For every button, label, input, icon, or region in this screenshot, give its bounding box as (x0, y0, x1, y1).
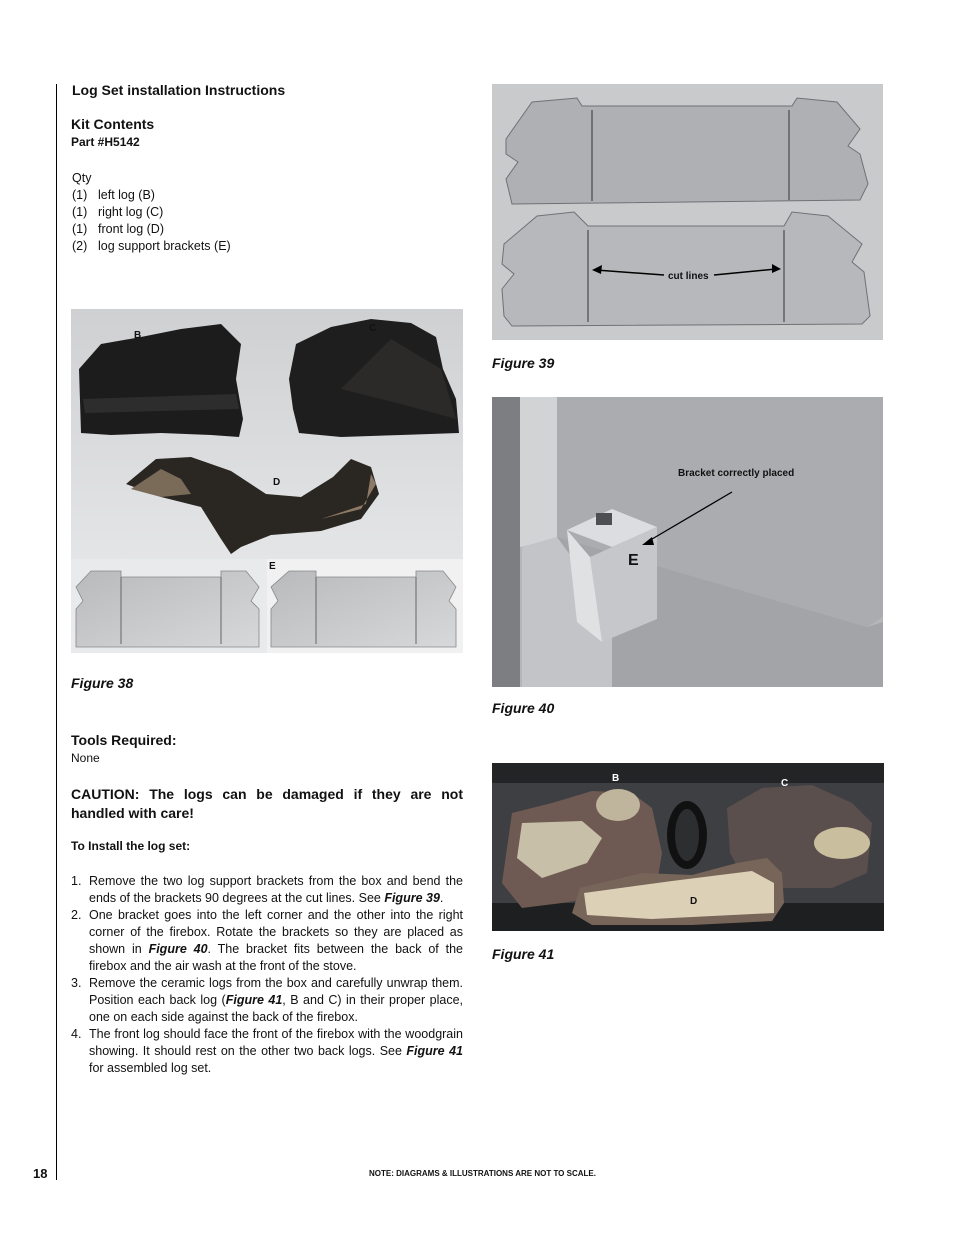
list-item: 2. One bracket goes into the left corner and the other into the right corner of the firebox. Rotate the brackets so they are placed as shown in Figure 40. The bracket fits between the back of the firebox and the air wash at the front of the stove. (71, 908, 463, 973)
figure-39-photo (492, 84, 883, 340)
list-item: 3. Remove the ceramic logs from the box and carefully unwrap them. Position each back log (Figure 41, B and C) in their proper place, one on each side against the back of the firebox. (71, 976, 463, 1024)
figure-41-caption: Figure 41 (492, 946, 555, 962)
install-steps (71, 873, 463, 1077)
fig41-label-d: D (690, 896, 698, 907)
fig41-label-c: C (781, 778, 789, 789)
list-item: (1) front log (D) (72, 222, 164, 236)
kit-contents-heading: Kit Contents (71, 116, 155, 132)
label-d: D (273, 477, 281, 488)
label-b: B (134, 330, 142, 341)
label-e: E (269, 561, 276, 572)
label-c: C (369, 323, 377, 334)
list-item: (1) left log (B) (72, 188, 155, 202)
qty-label: Qty (72, 171, 92, 185)
caution-text: CAUTION: The logs can be damaged if they are not handled with care! (71, 786, 463, 821)
left-margin-rule (56, 84, 57, 1180)
page-number: 18 (33, 1166, 48, 1181)
figure-38-caption: Figure 38 (71, 675, 134, 691)
install-heading: To Install the log set: (71, 839, 191, 853)
bracket-label: Bracket correctly placed (678, 468, 795, 479)
list-item: 4. The front log should face the front of the firebox with the woodgrain showing. It should rest on the other two back logs. See Figure 41 for assembled log set. (71, 1027, 463, 1075)
figure-40-photo (492, 397, 883, 687)
figure-41-photo (492, 763, 884, 931)
list-item: (1) right log (C) (72, 205, 164, 219)
part-number: Part #H5142 (71, 135, 140, 149)
figure-39-caption: Figure 39 (492, 355, 555, 371)
footer-note: NOTE: DIAGRAMS & ILLUSTRATIONS ARE NOT TO SCALE. (369, 1169, 596, 1178)
tools-value: None (71, 751, 100, 765)
figure-38-photo (71, 309, 463, 653)
bracket-part-label: E (628, 552, 639, 569)
cut-lines-label: cut lines (668, 271, 709, 282)
list-item: (2) log support brackets (E) (72, 239, 231, 253)
tools-heading: Tools Required: (71, 732, 177, 748)
figure-40-caption: Figure 40 (492, 700, 555, 716)
kit-list (72, 170, 231, 255)
section-title: Log Set installation Instructions (72, 82, 286, 98)
list-item: 1. Remove the two log support brackets from the box and bend the ends of the brackets 90 degrees at the cut lines. See Figure 39. (71, 874, 463, 905)
fig41-label-b: B (612, 773, 620, 784)
